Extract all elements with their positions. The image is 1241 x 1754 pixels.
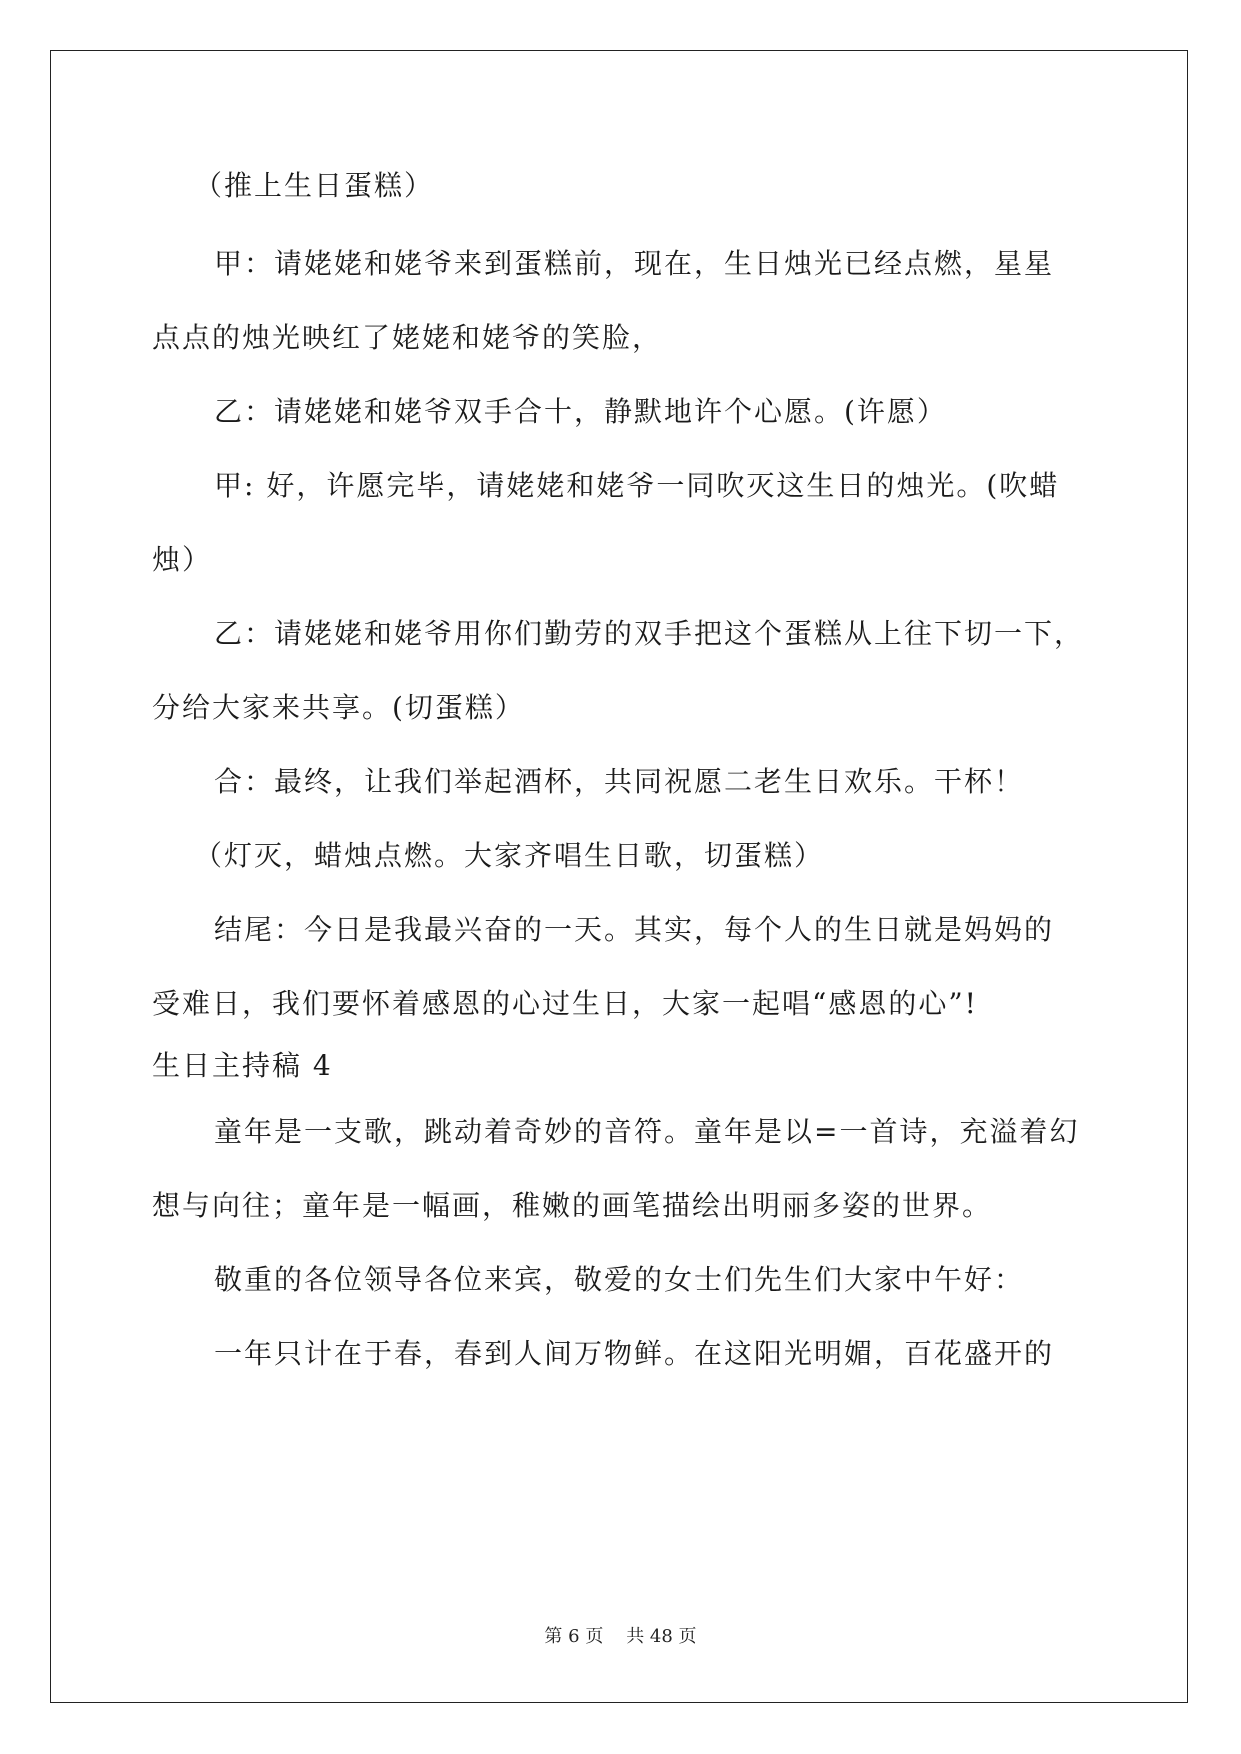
text-line: 结尾：今日是我最兴奋的一天。其实，每个人的生日就是妈妈的 — [214, 913, 1055, 946]
text-line: 想与向往；童年是一幅画，稚嫩的画笔描绘出明丽多姿的世界。 — [152, 1189, 993, 1222]
text-line: 甲: 好，许愿完毕，请姥姥和姥爷一同吹灭这生日的烛光。(吹蜡 — [214, 469, 1060, 502]
text-line: 分给大家来共享。(切蛋糕） — [152, 691, 525, 724]
text-line: 受难日，我们要怀着感恩的心过生日，大家一起唱“感恩的心”! — [152, 987, 978, 1020]
text-line: 乙：请姥姥和姥爷双手合十，静默地许个心愿。(许愿） — [214, 395, 947, 428]
page-number: 第 6 页 共 48 页 — [544, 1626, 697, 1647]
page-footer — [0, 1625, 1241, 1649]
text-line: 乙：请姥姥和姥爷用你们勤劳的双手把这个蛋糕从上往下切一下， — [214, 617, 1085, 650]
page-border — [50, 50, 1188, 1703]
text-line: 童年是一支歌，跳动着奇妙的音符。童年是以=一首诗，充溢着幻 — [214, 1115, 1080, 1148]
text-line: 一年只计在于春，春到人间万物鲜。在这阳光明媚，百花盛开的 — [214, 1337, 1055, 1370]
text-line: 敬重的各位领导各位来宾，敬爱的女士们先生们大家中午好： — [214, 1263, 1025, 1296]
text-line: 合：最终，让我们举起酒杯，共同祝愿二老生日欢乐。干杯！ — [214, 765, 1025, 798]
text-line: （推上生日蛋糕） — [194, 169, 435, 202]
text-line: 烛） — [152, 543, 213, 576]
text-line: 甲：请姥姥和姥爷来到蛋糕前，现在，生日烛光已经点燃，星星 — [214, 247, 1055, 280]
section-heading: 生日主持稿 4 — [152, 1049, 333, 1082]
text-line: 点点的烛光映红了姥姥和姥爷的笑脸， — [152, 321, 663, 354]
text-line: （灯灭，蜡烛点燃。大家齐唱生日歌，切蛋糕） — [194, 839, 825, 872]
